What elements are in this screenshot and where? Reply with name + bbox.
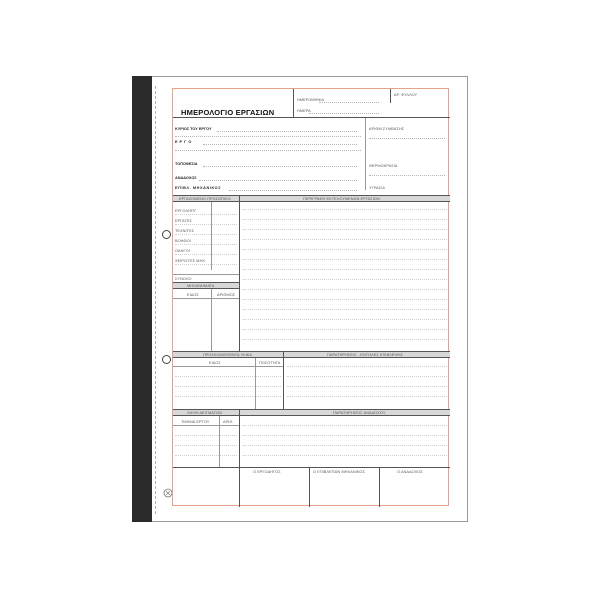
contract-label: ΑΡΙΘΜ.ΣΥΜΒΑΣΗΣ [369,127,405,131]
materials-header-row [173,351,450,358]
machinery-col-type: ΕΙΔΟΣ [187,293,199,297]
materials-heading: ΠΡΟΣΚΟΜΙΣΘΕΝΤΑ ΥΛΙΚΑ [203,353,252,357]
humidity-label: ΥΓΡΑΣΙΑ [369,186,386,190]
engineer-label: ΕΠΙΒΛ. ΜΗΧΑΝΙΚΟΣ [175,186,222,190]
samples-col-num: ΑΡΙΘ. [223,420,234,424]
date-label: ΗΜΕΡΟΜΗΝΙΑ [297,98,325,102]
binder-hole-top [162,230,171,239]
book-spine [132,76,152,522]
personnel-item: ΧΕΙΡΙΣΤΕΣ ΜΗΧ. [175,259,207,263]
temperature-label: ΘΕΡΜΟΚΡΑΣΙΑ [369,164,398,168]
samples-col-part: ΤΜΗΜΑ ΕΡΓΟΥ [181,420,210,424]
location-label: ΤΟΠΟΘΕΣΙΑ [175,162,198,166]
work-log-form [172,88,449,506]
personnel-item: ΒΟΗΘΟΙ [175,239,191,243]
contractor-notes-heading: ΠΑΡΑΤΗΡΗΣΕΙΣ ΑΝΑΔΟΧΟΥ [333,411,386,415]
serial-label: ΑΡ. ΦΥΛΛΟΥ [394,93,418,97]
personnel-total: ΣΥΝΟΛΟ [175,277,192,281]
signature-contractor: Ο ΑΝΑΔΟΧΟΣ [397,470,423,474]
binder-hole-bottom [162,355,171,364]
samples-header-row [173,409,450,416]
contractor-label: ΑΝΑΔΟΧΟΣ [175,176,197,180]
materials-col-type: ΕΙΔΟΣ [209,361,221,365]
signature-supervisor: Ο ΕΠΙΒΛΕΠΩΝ ΜΗΧΑΝΙΚΟΣ [313,470,365,474]
signature-foreman: Ο ΕΡΓΟΔΗΓΟΣ [253,470,281,474]
materials-col-qty: ΠΟΣΟΤΗΤΑ [259,361,281,365]
machinery-col-count: ΑΡΙΘΜΟΣ [217,293,236,297]
personnel-item: ΕΡΓΑΤΕΣ [175,219,192,223]
form-title: ΗΜΕΡΟΛΟΓΙΟ ΕΡΓΑΣΙΩΝ [181,108,275,117]
works-heading: ΠΕΡΙΓΡΑΦΗ ΕΚΤΕΛΟΥΜΕΝΩΝ ΕΡΓΑΣΙΩΝ [303,197,380,201]
personnel-item: ΕΡΓΟΛΗΠΤ [175,209,197,213]
machinery-heading: ΜΗΧΑΝΗΜΑΤΑ [187,284,215,288]
perforation-line [155,86,156,514]
owner-label: ΚΥΡΙΟΣ ΤΟΥ ΕΡΓΟΥ [175,127,212,131]
personnel-item: ΤΕΧΝΙΤΕΣ [175,229,195,233]
personnel-heading: ΕΡΓΑΖΟΜΕΝΟ ΠΡΟΣΩΠΙΚΟ [179,197,231,201]
day-label: ΗΜΕΡΑ [297,109,311,113]
section-header-row [173,195,450,202]
samples-heading: ΛΗΨΗ ΔΕΙΓΜΑΤΩΝ [187,411,222,415]
project-label: ΕΡΓΟ [175,140,194,144]
personnel-item: ΟΔΗΓΟΙ [175,249,190,253]
remarks-heading: ΠΑΡΑΤΗΡΗΣΕΙΣ - ΕΝΤΟΛΕΣ ΕΠΙΒΛΕΨΗΣ [327,353,404,357]
machinery-header [173,282,239,289]
